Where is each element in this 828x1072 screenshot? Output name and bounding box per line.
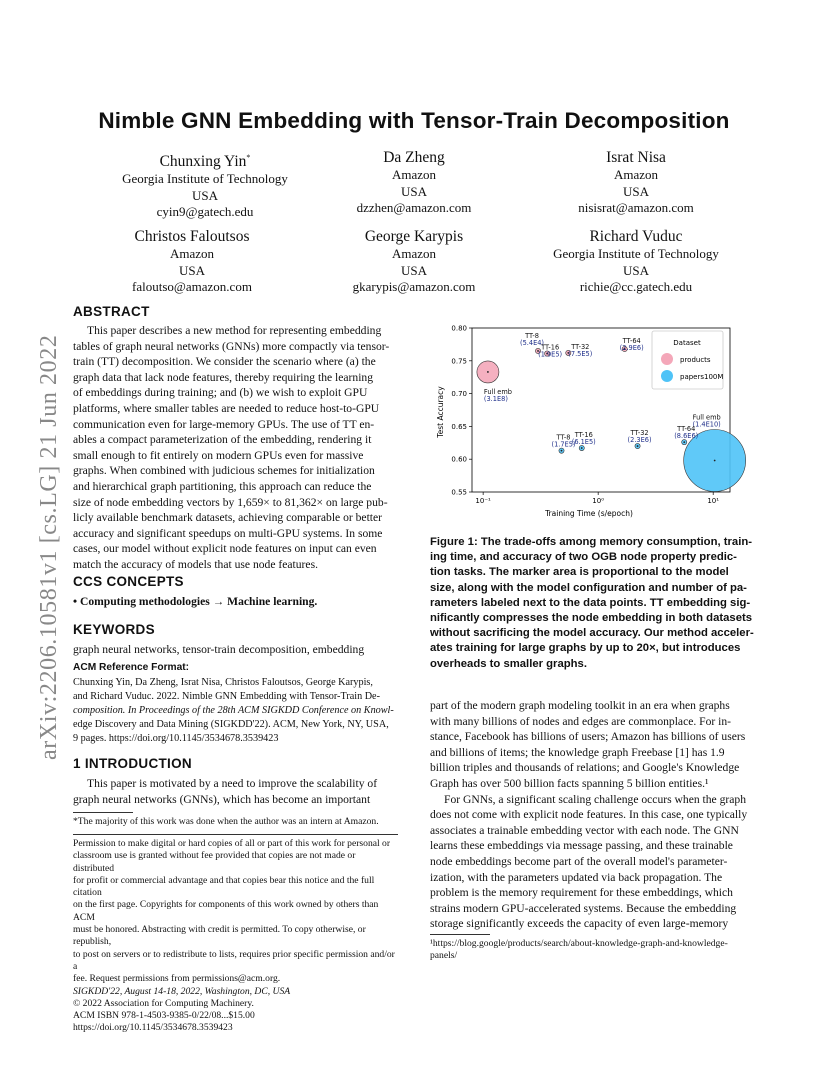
- abstract-line: accuracy and significant speedups on multi-GPU systems. In some: [73, 526, 383, 540]
- author-affiliation: Georgia Institute of Technology: [122, 171, 288, 187]
- body-line: does not come with explicit node features. In this case, one typically: [430, 808, 748, 822]
- footnote-divider: [73, 812, 133, 813]
- author-name: George Karypis: [364, 228, 464, 245]
- author-name: Chunxing Yin: [159, 153, 247, 171]
- caption-line: nificantly compresses the node embedding in both datasets: [430, 612, 753, 625]
- y-tick-label: 0.70: [451, 390, 467, 399]
- body-line: For GNNs, a significant scaling challenge occurs when the graph: [444, 792, 746, 806]
- body-line: part of the modern graph modeling toolkit in an era when graphs: [430, 699, 730, 712]
- legend-label-papers100m: papers100M: [680, 373, 724, 381]
- caption-line: overheads to smaller graphs.: [430, 657, 587, 670]
- data-point-center: [714, 460, 716, 462]
- abstract-line: size of node embedding vectors by 1,659× to 81,362× on large pub-: [73, 495, 388, 509]
- abstract-line: communication even for large-memory GPUs. The use of TT en-: [73, 417, 375, 431]
- acm-ref-line: composition. In Proceedings of the 28th ACM SIGKDD Conference on Knowl-: [73, 705, 394, 716]
- x-axis-label: Training Time (s/epoch): [545, 509, 633, 518]
- permission-line: ACM ISBN 978-1-4503-9385-0/22/08...$15.00: [73, 1010, 255, 1022]
- body-line: stance, Facebook has billions of users; Amazon has billions of users: [430, 730, 746, 744]
- data-point-center: [637, 445, 639, 447]
- acm-reference: [73, 676, 398, 746]
- paper-title: Nimble GNN Embedding with Tensor-Train Decomposition: [98, 108, 730, 133]
- abstract-line: match the accuracy of models that use node features.: [73, 557, 318, 571]
- author-footnote-mark: *: [246, 153, 251, 162]
- body-line: Graph has over 500 billion facts spanning 5 billion entities.¹: [430, 776, 709, 790]
- y-tick-label: 0.75: [451, 357, 467, 366]
- point-params: (2.9E6): [619, 343, 644, 352]
- author-block: [521, 227, 751, 296]
- intro-continued: [430, 698, 757, 932]
- author-country: USA: [178, 262, 205, 278]
- acm-ref-line: edge Discovery and Data Mining (SIGKDD'22). ACM, New York, NY, USA,: [73, 719, 389, 730]
- author-block: [77, 227, 307, 296]
- author-block: [299, 227, 529, 296]
- point-label: Full emb: [692, 413, 721, 422]
- y-tick-label: 0.65: [451, 422, 467, 431]
- body-line: associates a trainable embedding vector with each node. The GNN: [430, 823, 739, 837]
- footnote-line[interactable]: panels/: [430, 950, 458, 962]
- point-params: (6.1E5): [571, 438, 596, 447]
- x-tick-label: 10¹: [707, 497, 720, 505]
- author-country: USA: [622, 262, 649, 278]
- point-params: (2.3E6): [627, 436, 652, 445]
- y-tick-label: 0.80: [451, 324, 467, 333]
- x-tick-label: 10⁰: [592, 497, 605, 505]
- permission-block: [73, 838, 398, 1035]
- author-email[interactable]: gkarypis@amazon.com: [352, 279, 476, 294]
- abstract-line: train (TT) decomposition. We consider the scenario where (a) the: [73, 355, 376, 369]
- point-label: TT-64: [622, 336, 641, 345]
- author-footnote: *The majority of this work was done when the author was an intern at Amazon.: [73, 816, 379, 827]
- data-point-center: [683, 441, 685, 443]
- point-params: (8.6E6): [674, 432, 699, 441]
- abstract-line: licly available benchmark datasets, achieving comparable or better: [73, 511, 383, 525]
- author-block: [90, 148, 320, 221]
- acm-ref-line[interactable]: 9 pages. https://doi.org/10.1145/3534678.3539423: [73, 733, 279, 744]
- author-name: Da Zheng: [383, 149, 445, 166]
- abstract-line: graphs. When combined with judicious schemes for initialization: [73, 464, 375, 478]
- point-label: TT-64: [677, 425, 696, 434]
- abstract-heading: ABSTRACT: [73, 304, 150, 319]
- point-label: TT-32: [571, 342, 590, 351]
- abstract-line: tables of graph neural networks (GNNs) more compactly via tensor-: [73, 339, 390, 353]
- keywords-heading: KEYWORDS: [73, 622, 155, 637]
- permission-line: on the first page. Copyrights for components of this work owned by others than ACM: [73, 899, 379, 923]
- point-params: (3.1E8): [483, 394, 508, 403]
- ccs-heading: CCS CONCEPTS: [73, 574, 184, 589]
- caption-line: rameters labeled next to the data points. TT embedding sig-: [430, 596, 751, 609]
- point-label: TT-8: [525, 331, 539, 340]
- url-footnote: [430, 938, 757, 963]
- figure-1-chart: [430, 318, 760, 524]
- author-email[interactable]: faloutso@amazon.com: [132, 279, 252, 294]
- figure-caption: [430, 535, 757, 672]
- intro-line: This paper is motivated by a need to improve the scalability of: [87, 777, 378, 790]
- body-line: node embeddings become part of the overall model's parameter-: [430, 854, 728, 868]
- author-name: Israt Nisa: [606, 149, 666, 166]
- permission-line: fee. Request permissions from permissions@acm.org.: [73, 973, 281, 985]
- author-email[interactable]: nisisrat@amazon.com: [578, 200, 694, 215]
- legend-swatch-products: [661, 353, 673, 365]
- keywords-text: graph neural networks, tensor-train decomposition, embedding: [73, 643, 365, 656]
- point-label: TT-32: [630, 429, 649, 438]
- author-name: Richard Vuduc: [589, 228, 683, 245]
- author-affiliation: Amazon: [391, 167, 437, 182]
- permission-line[interactable]: https://doi.org/10.1145/3534678.3539423: [73, 1022, 233, 1034]
- author-affiliation: Amazon: [391, 246, 437, 261]
- footnote-line[interactable]: ¹https://blog.google/products/search/about-knowledge-graph-and-knowledge-: [430, 938, 728, 949]
- author-name: Christos Faloutsos: [134, 228, 250, 245]
- caption-line: without sacrificing the model accuracy. Our method acceler-: [430, 627, 754, 640]
- arxiv-stamp: [2, 290, 62, 760]
- arxiv-id: arXiv:2206.10581v1 [cs.LG] 21 Jun 2022: [36, 334, 62, 760]
- footnote-divider: [430, 934, 490, 935]
- legend-title: Dataset: [673, 339, 701, 347]
- author-block: [521, 148, 751, 217]
- abstract-line: small enough to fit entirely on modern GPUs even for massive: [73, 448, 364, 462]
- author-country: USA: [622, 183, 649, 199]
- permission-line: SIGKDD'22, August 14-18, 2022, Washington, DC, USA: [73, 985, 291, 997]
- data-point-center: [487, 371, 489, 373]
- abstract-line: of embeddings during training; and (b) we wish to exploit GPU: [73, 386, 368, 400]
- body-line: learns these embeddings via message passing, and these trainable: [430, 839, 733, 853]
- body-line: with many billions of nodes and edges are commonplace. For in-: [430, 714, 732, 728]
- permission-line: must be honored. Abstracting with credit is permitted. To copy otherwise, or republish,: [73, 924, 366, 948]
- author-email[interactable]: cyin9@gatech.edu: [156, 204, 254, 220]
- acm-ref-line: and Richard Vuduc. 2022. Nimble GNN Embedding with Tensor-Train De-: [73, 691, 380, 702]
- point-label: Full emb: [483, 387, 512, 396]
- acm-ref-line: Chunxing Yin, Da Zheng, Israt Nisa, Christos Faloutsos, George Karypis,: [73, 677, 373, 688]
- point-params: (1.9E5): [538, 350, 563, 359]
- author-affiliation: Amazon: [169, 246, 215, 261]
- abstract-line: ables a compact parameterization of the embedding, rendering it: [73, 433, 372, 447]
- abstract-line: platforms, where smaller tables are needed to reduce host-to-GPU: [73, 401, 380, 415]
- point-label: TT-16: [574, 431, 593, 440]
- x-tick-label: 10⁻¹: [475, 497, 491, 505]
- permission-line: © 2022 Association for Computing Machinery.: [73, 997, 254, 1009]
- permission-line: to post on servers or to redistribute to lists, requires prior specific permission and/or a: [73, 948, 395, 972]
- caption-line: ing time, and accuracy of two OGB node property predic-: [430, 551, 737, 564]
- point-label: TT-16: [541, 343, 560, 352]
- y-tick-label: 0.60: [451, 455, 467, 464]
- point-params: (5.4E4): [520, 338, 545, 347]
- permission-divider: [73, 834, 398, 835]
- chart-legend: [652, 331, 723, 389]
- author-affiliation: Georgia Institute of Technology: [553, 246, 719, 261]
- intro-line: graph neural networks (GNNs), which has become an important: [73, 792, 371, 806]
- point-params: (7.5E5): [568, 349, 593, 358]
- intro-heading: 1 INTRODUCTION: [73, 756, 192, 771]
- author-affiliation: Amazon: [613, 167, 659, 182]
- abstract-line: and hierarchical graph partitioning, this approach can reduce the: [73, 479, 372, 493]
- body-line: billion triples and thousands of relations; and Google's Knowledge: [430, 761, 740, 775]
- body-line: problem is the memory requirement for these embeddings, which: [430, 886, 733, 900]
- permission-line: classroom use is granted without fee provided that copies are not made or distributed: [73, 850, 356, 874]
- author-email[interactable]: dzzhen@amazon.com: [356, 200, 472, 215]
- caption-line: size, along with the model configuration and number of pa-: [430, 581, 747, 594]
- body-line: and billions of items; the knowledge graph Freebase [1] has 1.9: [430, 745, 725, 759]
- legend-swatch-papers100m: [661, 370, 673, 382]
- abstract-body: [73, 323, 398, 573]
- abstract-line: cases, our model without explicit node features on input can even: [73, 542, 377, 556]
- legend-label-products: products: [680, 356, 711, 364]
- abstract-line: graph data that lack node features, thereby requiring the learning: [73, 370, 374, 384]
- point-params: (1.7E5): [551, 440, 576, 449]
- data-point-center: [561, 450, 563, 452]
- caption-line: Figure 1: The trade-offs among memory consumption, train-: [430, 536, 752, 548]
- permission-line: Permission to make digital or hard copies of all or part of this work for personal or: [73, 838, 391, 849]
- caption-line: tion tasks. The marker area is proportional to the model: [430, 566, 729, 579]
- caption-line: ates training for large graphs by up to 20×, but introduces: [430, 642, 741, 655]
- author-country: USA: [191, 187, 218, 203]
- abstract-line: This paper describes a new method for representing embedding: [87, 324, 382, 337]
- point-params: (1.4E10): [692, 420, 721, 429]
- point-label: TT-8: [556, 433, 571, 442]
- author-country: USA: [400, 183, 427, 199]
- acm-ref-heading: ACM Reference Format:: [73, 662, 190, 673]
- intro-body: [73, 776, 398, 807]
- ccs-text: • Computing methodologies → Machine learning.: [73, 595, 318, 608]
- data-point-center: [581, 447, 583, 449]
- body-line: ization, with the parameters updated via back propagation. The: [430, 870, 723, 884]
- y-tick-label: 0.55: [451, 488, 467, 497]
- body-line: storage significantly exceeds the capacity of even large-memory: [430, 917, 729, 931]
- y-axis-label: Test Accuracy: [436, 386, 445, 438]
- author-email[interactable]: richie@cc.gatech.edu: [579, 279, 693, 294]
- permission-line: for profit or commercial advantage and that copies bear this notice and the full citation: [73, 874, 375, 899]
- author-country: USA: [400, 262, 427, 278]
- body-line: strains modern GPU-accelerated systems. Because the embedding: [430, 901, 737, 915]
- author-block: [299, 148, 529, 217]
